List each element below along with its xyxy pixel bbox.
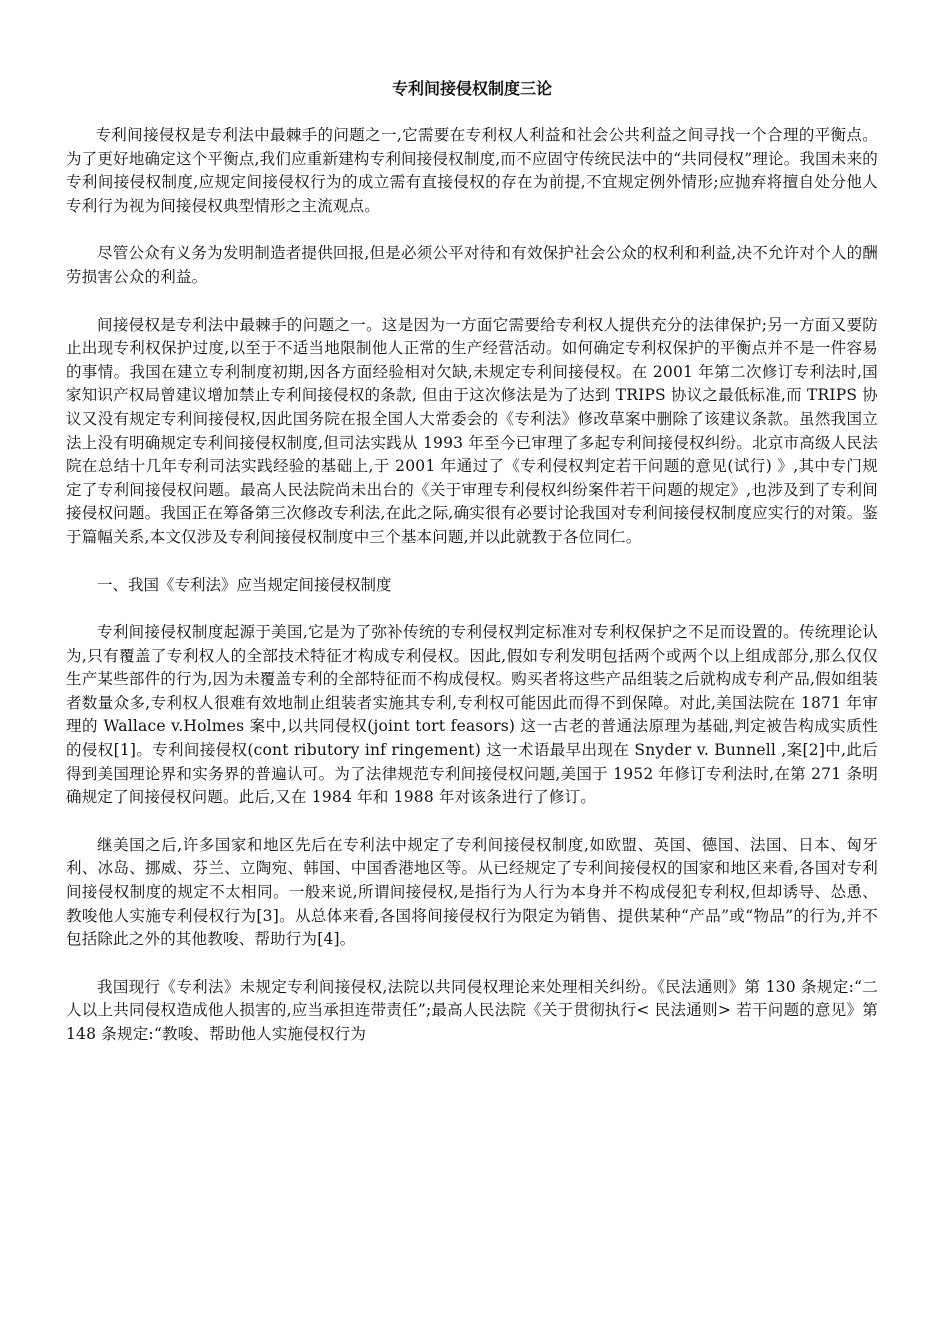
abstract-paragraph: 专利间接侵权是专利法中最棘手的问题之一,它需要在专利权人利益和社会公共利益之间寻找一个合理的平衡点。为了更好地确定这个平衡点,我们应重新建构专利间接侵权制度,而不应固守传统民法中的“共同侵权”理论。我国未来的专利间接侵权制度,应规定间接侵权行为的成立需有直接侵权的存在为前提,不宜规定例外情形;应抛弃将擅自处分他人专利行为视为间接侵权典型情形之主流观点。 xyxy=(66,126,878,215)
section-heading: 一、我国《专利法》应当规定间接侵权制度 xyxy=(97,575,392,594)
section-paragraph-2: 继美国之后,许多国家和地区先后在专利法中规定了专利间接侵权制度,如欧盟、英国、德国、法国、日本、匈牙利、冰岛、挪威、芬兰、立陶宛、韩国、中国香港地区等。从已经规定了专利间接侵权的国家和地区来看,各国对专利间接侵权制度的规定不太相同。一般来说,所谓间接侵权,是指行为人行为本身并不构成侵犯专利权,但却诱导、怂恿、教唆他人实施专利侵权行为[3]。从总体来看,各国将间接侵权行为限定为销售、提供某种“产品”或“物品”的行为,并不包括除此之外的其他教唆、帮助行为[4]。 xyxy=(66,835,878,949)
intro-paragraph: 间接侵权是专利法中最棘手的问题之一。这是因为一方面它需要给专利权人提供充分的法律保护;另一方面又要防止出现专利权保护过度,以至于不适当地限制他人正常的生产经营活动。如何确定专利权保护的平衡点并不是一件容易的事情。我国在建立专利制度初期,因各方面经验相对欠缺,未规定专利间接侵权。在 2001 年第二次修订专利法时,国家知识产权局曾建议增加禁止专利间接侵权的条款, 但由于这次修法是为了达到 TRIPS 协议之最低标准,而 TRIPS 协议又没有规定专利间接侵权,因此国务院在报全国人大常委会的《专利法》修改草案中删除了该建议条款。虽然我国立法上没有明确规定专利间接侵权制度,但司法实践从 1993 年至今已审理了多起专利间接侵权纠纷。北京市高级人民法院在总结十几年专利司法实践经验的基础上,于 2001 年通过了《专利侵权判定若干问题的意见(试行) 》,其中专门规定了专利间接侵权问题。最高人民法院尚未出台的《关于审理专利侵权纠纷案件若干问题的规定》,也涉及到了专利间接侵权问题。我国正在筹备第三次修改专利法,在此之际,确实很有必要讨论我国对专利间接侵权制度应实行的对策。鉴于篇幅关系,本文仅涉及专利间接侵权制度中三个基本问题,并以此就教于各位同仁。 xyxy=(66,315,878,546)
section-paragraph-3: 我国现行《专利法》未规定专利间接侵权,法院以共同侵权理论来处理相关纠纷。《民法通则》第 130 条规定:“二人以上共同侵权造成他人损害的,应当承担连带责任”;最高人民法院《关于贯彻执行< 民法通则> 若干问题的意见》第 148 条规定:“教唆、帮助他人实施侵权行为 xyxy=(66,977,878,1043)
quote-paragraph: 尽管公众有义务为发明制造者提供回报,但是必须公平对待和有效保护社会公众的权利和利益,决不允许对个人的酬劳损害公众的利益。 xyxy=(66,244,878,286)
section-paragraph-1: 专利间接侵权制度起源于美国,它是为了弥补传统的专利侵权判定标准对专利权保护之不足而设置的。传统理论认为,只有覆盖了专利权人的全部技术特征才构成专利侵权。因此,假如专利发明包括两个或两个以上组成部分,那么仅仅生产某些部件的行为,因为未覆盖专利的全部特征而不构成侵权。购买者将这些产品组装之后就构成专利产品,假如组装者数量众多,专利权人很难有效地制止组装者实施其专利,专利权可能因此而得不到保障。对此,美国法院在 1871 年审理的 Wallace v.Holmes 案中,以共同侵权(joint tort feasors) 这一古老的普通法原理为基础,判定被告构成实质性的侵权[1]。专利间接侵权(cont ributory inf ringement) 这一术语最早出现在 Snyder v. Bunnell ,案[2]中,此后得到美国理论界和实务界的普遍认可。为了法律规范专利间接侵权问题,美国于 1952 年修订专利法时,在第 271 条明确规定了间接侵权问题。此后,又在 1984 年和 1988 年对该条进行了修订。 xyxy=(66,623,878,807)
document-title: 专利间接侵权制度三论 xyxy=(391,79,552,98)
